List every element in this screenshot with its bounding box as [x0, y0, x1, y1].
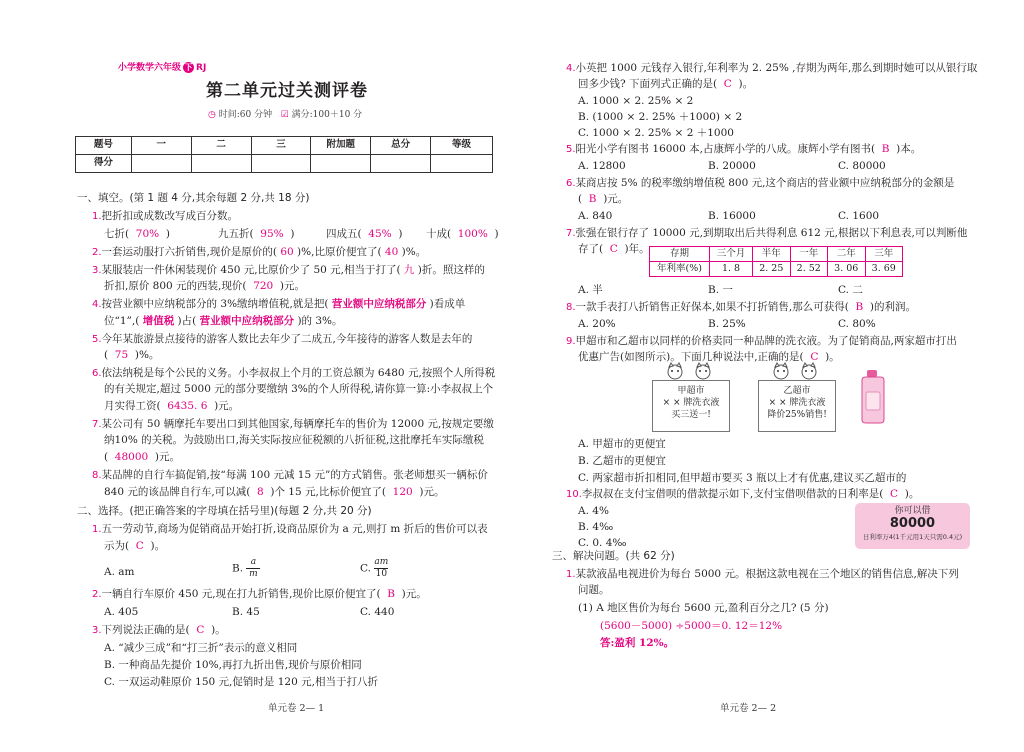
q5-line-1 — [92, 333, 472, 346]
answer-blank[interactable]: 8 — [257, 486, 264, 498]
answer-blank[interactable]: C — [609, 243, 618, 255]
answer-blank[interactable]: C — [723, 78, 732, 90]
c6-line-2 — [578, 193, 628, 205]
c4-line-2 — [578, 78, 753, 90]
item-label: 九五折( — [218, 228, 254, 240]
q1-item-4 — [426, 228, 499, 240]
exam-meta — [208, 110, 362, 120]
c1-option-a[interactable]: A. am — [104, 566, 135, 578]
score-input-cell[interactable] — [311, 155, 371, 173]
footer-page-label: 单元卷 2— 1 — [268, 703, 325, 714]
ad-line: 甲超市 — [677, 386, 705, 396]
question-text: 示为( — [104, 540, 130, 552]
c1-option-b[interactable] — [232, 558, 260, 579]
grade-badge: 下 — [184, 63, 193, 72]
q6-line-1 — [92, 367, 495, 380]
q4-line-2 — [104, 315, 343, 327]
question-text: )本。 — [896, 143, 922, 155]
question-text: )%,比原价便宜了( — [297, 246, 382, 258]
c8-stem — [566, 301, 916, 314]
header-tag — [118, 62, 206, 73]
c9-line-1 — [566, 335, 957, 348]
score-input-cell[interactable] — [251, 155, 311, 173]
answer-blank[interactable]: 45% — [368, 228, 392, 240]
c6-option-b[interactable]: B. 16000 — [708, 210, 756, 222]
cartoon-cat-icon — [664, 362, 686, 380]
question-text: 小英把 1000 元钱存入银行,年利率为 2. 25% ,存期为两年,那么到期时她可以从银行取 — [575, 62, 978, 74]
question-text: 一套运动服打六折销售,现价是原价的( — [101, 246, 277, 258]
answer-blank[interactable]: 120 — [392, 486, 413, 498]
section-problem-solving: 三、解决问题。(共 62 分) — [552, 550, 675, 562]
question-number: 10. — [566, 489, 582, 500]
c9-option-a[interactable]: A. 甲超市的更便宜 — [578, 438, 666, 450]
item-label: 七折( — [104, 228, 130, 240]
rate-value-cell: 3. 06 — [828, 262, 865, 277]
score-header-cell: 一 — [131, 137, 191, 155]
question-number: 1. — [92, 211, 102, 222]
c10-option-a[interactable]: A. 4% — [578, 505, 609, 517]
check-box-icon: ☑ — [280, 110, 289, 120]
c10-stem — [566, 488, 919, 501]
c3-stem — [92, 624, 226, 637]
c7-option-b[interactable]: B. 一 — [708, 284, 733, 296]
rate-header-cell: 一年 — [790, 247, 827, 262]
item-end: ) — [165, 228, 170, 240]
question-text: 折扣,原价 800 元的西装,现价( — [104, 280, 247, 292]
question-text: 一辆自行车原价 450 元,现在打九折销售,现价比原价便宜了( — [101, 588, 381, 600]
question-text: )元。 — [401, 588, 427, 600]
option-label: B. — [232, 562, 244, 575]
question-text: ( — [104, 349, 109, 361]
answer-blank[interactable]: B — [387, 588, 395, 600]
question-text: 某品牌的自行车搞促销,按“每满 100 元减 15 元”的方式销售。张老师想买一辆标价 — [101, 469, 488, 481]
header-tag-text: 小学数学六年级 — [118, 63, 182, 73]
rate-header-cell: 存期 — [650, 247, 710, 262]
q3-line-2 — [104, 280, 305, 292]
answer-blank[interactable]: 6435. 6 — [167, 400, 208, 412]
question-text: )%。 — [401, 246, 427, 258]
p1-working[interactable]: (5600－5000) ÷5000＝0. 12＝12% — [600, 620, 783, 632]
right-page — [512, 0, 1024, 752]
item-end: ) — [398, 228, 403, 240]
c4-option-b[interactable]: B. (1000 × 2. 25% ＋1000) × 2 — [578, 111, 743, 123]
question-number: 9. — [566, 336, 576, 347]
score-input-cell[interactable] — [191, 155, 251, 173]
answer-blank[interactable]: 40 — [384, 246, 399, 258]
c2-option-c[interactable]: C. 440 — [360, 606, 395, 618]
question-text: 某服装店一件休闲装现价 450 元,比原价少了 50 元,相当于打了( — [101, 264, 401, 276]
question-text: 依法纳税是每个公民的义务。小李叔叔上个月的工资总额为 6480 元,按照个人所得税 — [101, 367, 496, 379]
score-header-cell: 总分 — [371, 137, 431, 155]
score-header-cell: 附加题 — [311, 137, 371, 155]
cartoon-cat-icon — [798, 362, 820, 380]
q1-stem — [92, 210, 238, 223]
c9-option-c[interactable]: C. 两家超市折扣相同,但甲超市要买 3 瓶以上才有优惠,建议买乙超市的 — [578, 472, 907, 484]
question-text: 今年某旅游景点接待的游客人数比去年少了二成五,今年接待的游客人数是去年的 — [101, 333, 473, 345]
question-text: )。 — [150, 540, 166, 552]
question-text: )。 — [738, 78, 754, 90]
header-tag-suffix: RJ — [196, 63, 207, 73]
c10-option-c[interactable]: C. 0. 4‰ — [578, 537, 627, 549]
score-table-score-row — [76, 155, 493, 173]
rate-header-cell: 三年 — [865, 247, 903, 262]
score-table-header-row — [76, 137, 493, 155]
fraction-denominator: 10 — [375, 569, 388, 579]
fraction — [246, 558, 260, 579]
question-number: 2. — [92, 247, 102, 258]
question-text: )的利润。 — [869, 301, 917, 313]
answer-blank[interactable]: C — [890, 488, 899, 500]
rate-row-label: 年利率(%) — [650, 262, 710, 277]
loan-card — [855, 503, 970, 549]
rate-value-cell: 2. 52 — [790, 262, 827, 277]
rate-value-cell: 3. 69 — [865, 262, 903, 277]
score-header-cell: 三 — [251, 137, 311, 155]
question-text: 一款手表打八折销售正好保本,如果不打折销售,那么可获得( — [575, 301, 849, 313]
section-fill-in: 一、填空。(第 1 题 4 分,其余每题 2 分,共 18 分) — [77, 192, 310, 204]
q3-line-1 — [92, 264, 485, 277]
question-text: ( — [104, 451, 109, 463]
q8-line-1 — [92, 469, 488, 482]
question-text: )%。 — [134, 349, 160, 361]
p1-line-2: 问题。 — [578, 584, 610, 596]
question-text: 五一劳动节,商场为促销商品开始打折,设商品原价为 a 元,则打 m 折后的售价可以表 — [101, 523, 488, 535]
question-text: )元。 — [279, 280, 306, 292]
c3-option-b[interactable]: B. 一种商品先提价 10%,再打九折出售,现价与原价相同 — [104, 659, 362, 671]
cartoon-cat-icon — [692, 362, 714, 380]
item-label: 十成( — [426, 228, 452, 240]
question-number: 1. — [566, 569, 576, 580]
score-table — [75, 136, 493, 173]
cartoon-cat-icon — [770, 362, 792, 380]
question-number: 2. — [92, 589, 102, 600]
p1-answer[interactable]: 答:盈利 12%。 — [600, 637, 675, 649]
question-text: )看成单 — [429, 298, 466, 310]
rate-header-cell: 半年 — [753, 247, 790, 262]
question-number: 5. — [566, 144, 576, 155]
ad-supermarket-a — [652, 380, 730, 432]
question-text: 按营业额中应纳税部分的 3%缴纳增值税,就是把( — [101, 298, 329, 310]
score-input-cell[interactable] — [371, 155, 431, 173]
question-text: )元。 — [419, 486, 445, 498]
q4-line-1 — [92, 298, 465, 311]
fraction — [374, 558, 388, 579]
answer-blank[interactable]: 70% — [135, 228, 160, 240]
question-number: 7. — [92, 419, 102, 430]
answer-blank[interactable]: 48000 — [114, 451, 149, 463]
question-number: 7. — [566, 228, 576, 239]
c3-option-a[interactable]: A. “减少三成”和“打三折”表示的意义相同 — [104, 642, 298, 654]
question-text: )。 — [825, 351, 840, 363]
question-text: )年。 — [624, 243, 650, 255]
question-text: 张强在银行存了 10000 元,到期取出后共得利息 612 元,根据以下利息表,可以判断他 — [575, 227, 968, 239]
p1-subquestion: (1) A 地区售价为每台 5600 元,盈利百分之几? (5 分) — [578, 602, 829, 614]
c2-option-b[interactable]: B. 45 — [232, 606, 260, 618]
clock-icon: ◷ — [208, 110, 216, 120]
c1-line-2 — [104, 540, 165, 552]
rate-value-cell: 1. 8 — [710, 262, 753, 277]
section-choice: 二、选择。(把正确答案的字母填在括号里)(每题 2 分,共 20 分) — [77, 505, 372, 517]
detergent-bottle-icon — [858, 368, 888, 424]
answer-blank[interactable]: 营业额中应纳税部分 — [199, 315, 295, 327]
question-text: 位“1”,( — [104, 315, 140, 327]
footer-page-label: 单元卷 2— 2 — [720, 703, 777, 714]
page-title: 第二单元过关测评卷 — [206, 81, 368, 101]
question-number: 4. — [92, 299, 102, 310]
c6-option-a[interactable]: A. 840 — [578, 210, 613, 222]
answer-blank[interactable]: 60 — [280, 246, 294, 258]
c3-option-c[interactable]: C. 一双运动鞋原价 150 元,促销时是 120 元,相当于打八折 — [104, 676, 378, 688]
question-text: 月实得工资( — [104, 400, 161, 412]
question-number: 8. — [92, 470, 102, 481]
question-text: )的 3%。 — [297, 315, 343, 327]
q7-line-3 — [104, 451, 180, 463]
c7-line-1 — [566, 227, 967, 240]
q6-line-3 — [104, 400, 239, 412]
loan-note: 日利率万4(1千元用1天只需0.4元) — [862, 533, 963, 542]
answer-blank[interactable]: C — [196, 624, 205, 636]
answer-blank[interactable]: C — [135, 540, 144, 552]
ad-line: × × 牌洗衣液 — [662, 398, 720, 409]
question-text: 把折扣或成数改写成百分数。 — [101, 210, 239, 222]
fraction-denominator: m — [249, 569, 258, 579]
c6-line-1 — [566, 177, 954, 190]
question-number: 5. — [92, 334, 102, 345]
exam-full-score: 满分:100＋10 分 — [291, 110, 363, 120]
score-input-cell[interactable] — [431, 155, 493, 173]
q7-line-2: 纳10% 的关税。为鼓励出口,海关实际按应征税额的八折征税,这批摩托车实际缴税 — [104, 434, 484, 446]
c4-line-1 — [566, 62, 977, 75]
question-number: 1. — [92, 524, 102, 535]
question-text: 某商店按 5% 的税率缴纳增值税 800 元,这个商店的营业额中应纳税部分的金额是 — [575, 177, 955, 189]
item-end: ) — [494, 228, 499, 240]
fraction-numerator: a — [250, 557, 257, 567]
c5-stem — [566, 143, 921, 156]
answer-blank[interactable]: C — [810, 351, 819, 363]
ad-line: × × 牌洗衣液 — [768, 398, 826, 409]
exam-time: 时间:60 分钟 — [218, 110, 273, 120]
answer-blank[interactable]: B — [588, 193, 597, 205]
q7-line-1 — [92, 418, 494, 431]
answer-blank[interactable]: 100% — [457, 228, 488, 240]
score-header-cell: 题号 — [76, 137, 132, 155]
question-text: )占( — [177, 315, 197, 327]
answer-blank[interactable]: 720 — [253, 280, 274, 292]
question-number: 3. — [92, 625, 102, 636]
question-text: )个 15 元,比标价便宜了( — [270, 486, 386, 498]
rate-value-cell: 2. 25 — [753, 262, 790, 277]
answer-blank[interactable]: 增值税 — [142, 315, 175, 327]
loan-amount: 80000 — [889, 516, 936, 532]
answer-blank[interactable]: B — [855, 301, 864, 313]
ad-line: 乙超市 — [783, 386, 811, 396]
question-text: 某公司有 50 辆摩托车要出口到其他国家,每辆摩托车的售价为 12000 元,按规定要缴 — [101, 418, 494, 430]
answer-blank[interactable]: 95% — [260, 228, 284, 240]
q8-line-2 — [104, 486, 444, 498]
question-text: 840 元的该品牌自行车,可以减( — [104, 486, 251, 498]
question-text: )。 — [211, 624, 226, 636]
c1-option-c[interactable] — [360, 558, 388, 579]
question-text: 回多少钱? 下面列式正确的是( — [578, 78, 718, 90]
c2-option-a[interactable]: A. 405 — [104, 606, 139, 618]
loan-title: 你可以借 — [894, 506, 931, 516]
question-text: )元。 — [214, 400, 240, 412]
c7-line-2 — [578, 243, 650, 255]
item-end: ) — [290, 228, 295, 240]
c4-option-c[interactable]: C. 1000 × 2. 25% × 2 ＋1000 — [578, 127, 734, 139]
question-number: 3. — [92, 265, 102, 276]
question-number: 8. — [566, 302, 576, 313]
question-number: 6. — [92, 368, 102, 379]
rate-header-cell: 三个月 — [710, 247, 753, 262]
question-text: 存了( — [578, 243, 604, 255]
question-text: 某款液晶电视进价为每台 5000 元。根据这款电视在三个地区的销售信息,解决下列 — [575, 568, 959, 580]
p1-line-1 — [566, 568, 959, 581]
c8-option-c[interactable]: C. 80% — [838, 318, 876, 330]
answer-blank[interactable]: B — [881, 143, 890, 155]
c4-option-a[interactable]: A. 1000 × 2. 25% × 2 — [578, 95, 694, 107]
c2-stem — [92, 588, 427, 601]
score-row-label: 得分 — [76, 155, 132, 173]
question-text: ( — [578, 193, 583, 205]
c9-option-b[interactable]: B. 乙超市的更便宜 — [578, 455, 666, 467]
question-text: 甲超市和乙超市以同样的价格卖同一种品牌的洗衣液。为了促销商品,两家超市打出 — [575, 335, 957, 347]
question-text: 下列说法正确的是( — [101, 624, 190, 636]
question-text: 李叔叔在支付宝借呗的借款提示如下,支付宝借呗借款的日利率是( — [581, 488, 884, 500]
ad-supermarket-b — [758, 380, 836, 432]
answer-blank[interactable]: 75 — [114, 349, 129, 361]
option-label: C. — [360, 562, 371, 575]
question-text: 阳光小学有图书 16000 本,占康辉小学的八成。康辉小学有图书( — [575, 143, 876, 155]
question-text: )元。 — [154, 451, 180, 463]
q1-item-3 — [326, 228, 402, 240]
score-header-cell: 等级 — [431, 137, 493, 155]
c6-option-c[interactable]: C. 1600 — [838, 210, 880, 222]
question-number: 4. — [566, 63, 576, 74]
rate-header-cell: 二年 — [828, 247, 865, 262]
q5-line-2 — [104, 349, 159, 361]
c8-option-b[interactable]: B. 25% — [708, 318, 746, 330]
question-text: )。 — [904, 488, 920, 500]
rate-header-row — [650, 247, 903, 262]
score-header-cell: 二 — [191, 137, 251, 155]
question-number: 6. — [566, 178, 576, 189]
c5-option-b[interactable]: B. 20000 — [708, 160, 756, 172]
q1-item-2 — [218, 228, 294, 240]
interest-rate-table — [649, 246, 903, 277]
answer-blank[interactable]: 营业额中应纳税部分 — [331, 298, 427, 310]
question-text: 优惠广告(如图所示)。下面几种说法中,正确的是( — [578, 351, 804, 363]
ad-line: 降价25%销售! — [767, 410, 827, 421]
c8-option-a[interactable]: A. 20% — [578, 318, 616, 330]
answer-blank[interactable]: 九 — [403, 264, 415, 276]
c5-option-c[interactable]: C. 80000 — [838, 160, 886, 172]
rate-value-row — [650, 262, 903, 277]
item-label: 四成五( — [326, 228, 362, 240]
c7-option-a[interactable]: A. 半 — [578, 284, 603, 296]
c7-option-c[interactable]: C. 二 — [838, 284, 863, 296]
c10-option-b[interactable]: B. 4‰ — [578, 521, 614, 533]
score-input-cell[interactable] — [131, 155, 191, 173]
q2 — [92, 246, 426, 259]
q1-item-1 — [104, 228, 170, 240]
c5-option-a[interactable]: A. 12800 — [578, 160, 626, 172]
c1-line-1 — [92, 523, 488, 536]
ad-line: 买三送一! — [671, 410, 711, 421]
fraction-numerator: am — [374, 557, 389, 567]
question-text: )折。照这样的 — [417, 264, 485, 276]
q6-line-2: 的有关规定,超过 5000 元的部分要缴纳 3%的个人所得税,请你算一算:小李叔叔上个 — [104, 383, 494, 395]
question-text: )元。 — [603, 193, 629, 205]
